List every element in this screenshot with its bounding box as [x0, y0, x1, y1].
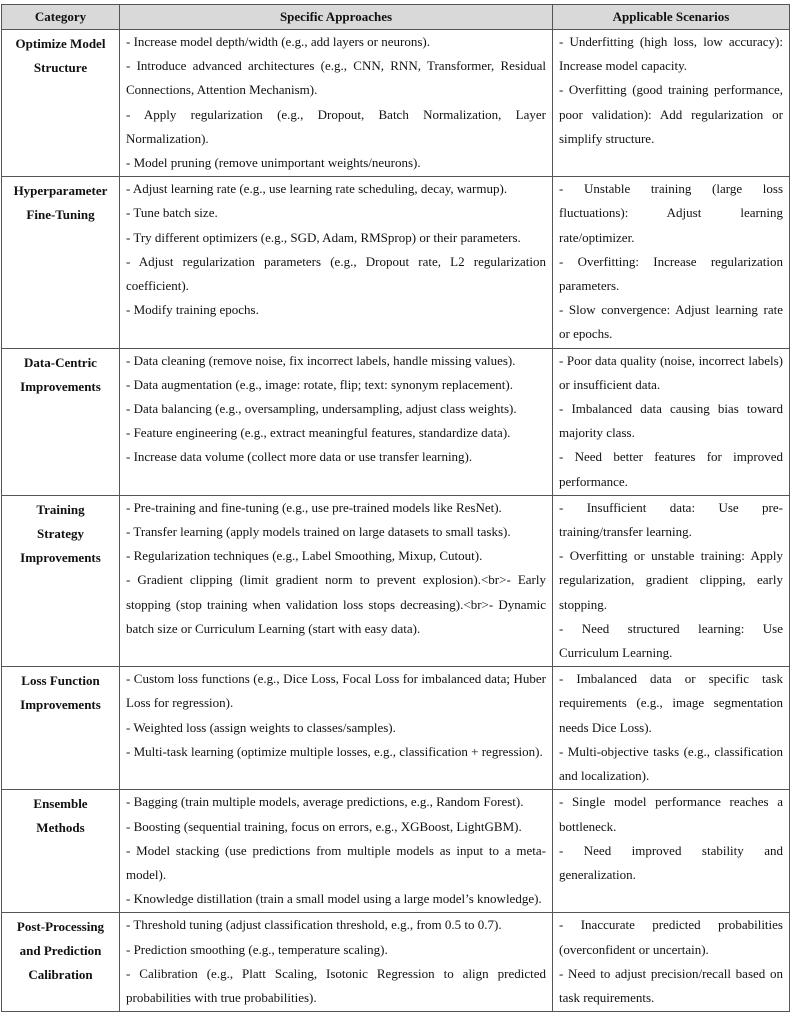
category-cell [2, 667, 120, 790]
category-cell [2, 495, 120, 666]
category-label-line: Training [36, 501, 85, 517]
category-label-line: Fine-Tuning [26, 207, 95, 223]
approach-item: - Data augmentation (e.g., image: rotate, flip; text: synonym replacement). [126, 376, 513, 392]
approach-item: - Introduce advanced architectures (e.g., CNN, RNN, Transformer, Residual Connections, Attention Mechanism). [126, 58, 546, 98]
scenarios-cell [553, 913, 790, 1012]
category-label-line: Calibration [28, 967, 93, 983]
scenario-item: - Need structured learning: Use Curriculum Learning. [559, 620, 783, 661]
category-label-line: Ensemble [33, 796, 88, 812]
scenario-item: - Slow convergence: Adjust learning rate or epochs. [559, 302, 783, 342]
category-cell [2, 177, 120, 348]
approach-item: - Adjust regularization parameters (e.g., Dropout rate, L2 regularization coefficient). [126, 253, 546, 294]
header-category: Category [2, 5, 120, 30]
approach-item: - Prediction smoothing (e.g., temperature scaling). [126, 941, 388, 957]
category-label-line: Data-Centric [24, 354, 97, 370]
approach-item: - Knowledge distillation (train a small model using a large model’s knowledge). [126, 891, 542, 907]
scenario-item: - Overfitting: Increase regularization parameters. [559, 253, 783, 294]
scenario-item: - Insufficient data: Use pre-training/transfer learning. [559, 499, 783, 540]
scenario-item: - Single model performance reaches a bottleneck. [559, 794, 783, 834]
header-approaches: Specific Approaches [120, 5, 553, 30]
approaches-cell [120, 348, 553, 495]
category-label-line: Optimize Model [15, 36, 106, 51]
approach-item: - Bagging (train multiple models, average predictions, e.g., Random Forest). [126, 794, 524, 810]
scenario-item: - Poor data quality (noise, incorrect labels) or insufficient data. [559, 352, 783, 392]
approaches-cell [120, 495, 553, 666]
approaches-cell [120, 667, 553, 790]
scenario-item: - Need improved stability and generalization. [559, 842, 783, 882]
table-row [2, 495, 790, 666]
approach-item: - Modify training epochs. [126, 302, 259, 318]
table-row [2, 667, 790, 790]
scenario-item: - Inaccurate predicted probabilities (overconfident or uncertain). [559, 917, 783, 957]
category-label-line: Methods [36, 820, 85, 836]
approach-item: - Data cleaning (remove noise, fix incorrect labels, handle missing values). [126, 352, 516, 368]
approach-item: - Apply regularization (e.g., Dropout, Batch Normalization, Layer Normalization). [126, 106, 546, 146]
scenarios-cell [553, 30, 790, 177]
approaches-cell [120, 30, 553, 177]
scenarios-cell [553, 348, 790, 495]
header-scenarios: Applicable Scenarios [553, 5, 790, 30]
approach-item: - Pre-training and fine-tuning (e.g., use pre-trained models like ResNet). [126, 499, 502, 515]
approach-item: - Increase data volume (collect more data or use transfer learning). [126, 449, 473, 465]
approach-item: - Custom loss functions (e.g., Dice Loss, Focal Loss for imbalanced data; Huber Loss for regression). [126, 671, 546, 711]
approaches-cell [120, 177, 553, 348]
category-cell [2, 913, 120, 1012]
header-row [2, 5, 790, 30]
scenarios-cell [553, 790, 790, 913]
approaches-cell [120, 790, 553, 913]
category-label-line: Loss Function [21, 673, 100, 689]
strategies-table [1, 4, 790, 1012]
approach-item: - Increase model depth/width (e.g., add layers or neurons). [126, 34, 430, 49]
category-label-line: Hyperparameter [13, 183, 108, 199]
category-label-line: and Prediction [19, 943, 102, 959]
category-cell [2, 348, 120, 495]
table-row [2, 913, 790, 1012]
category-cell [2, 30, 120, 177]
category-label-line: Structure [33, 60, 88, 75]
scenario-item: - Imbalanced data or specific task requirements (e.g., image segmentation needs Dice Loss). [559, 671, 783, 735]
approach-item: - Weighted loss (assign weights to classes/samples). [126, 719, 396, 735]
approach-item: - Gradient clipping (limit gradient norm to prevent explosion).<br>- Early stopping (stop training when validation loss stops decreasing).<br>- Dynamic batch size or Curriculum Learning (start with easy data). [126, 572, 546, 636]
approach-item: - Transfer learning (apply models trained on large datasets to small tasks). [126, 524, 511, 540]
scenarios-cell [553, 667, 790, 790]
scenario-item: - Need better features for improved performance. [559, 449, 783, 489]
category-label-line: Improvements [20, 378, 101, 394]
approach-item: - Data balancing (e.g., oversampling, undersampling, adjust class weights). [126, 401, 517, 417]
approach-item: - Try different optimizers (e.g., SGD, Adam, RMSprop) or their parameters. [126, 229, 521, 245]
approach-item: - Feature engineering (e.g., extract meaningful features, standardize data). [126, 425, 511, 441]
category-label-line: Improvements [20, 697, 101, 713]
scenario-item: - Need to adjust precision/recall based on task requirements. [559, 965, 783, 1005]
table-row [2, 177, 790, 348]
scenario-item: - Imbalanced data causing bias toward majority class. [559, 401, 783, 441]
table-row [2, 348, 790, 495]
approaches-cell [120, 913, 553, 1012]
scenario-item: - Multi-objective tasks (e.g., classification and localization). [559, 743, 783, 784]
category-cell [2, 790, 120, 913]
category-label-line: Strategy [37, 525, 84, 541]
table-row [2, 790, 790, 913]
scenario-item: - Overfitting or unstable training: Apply regularization, gradient clipping, early stopping. [559, 548, 783, 612]
approach-item: - Tune batch size. [126, 205, 218, 221]
table-row [2, 30, 790, 177]
scenario-item: - Unstable training (large loss fluctuations): Adjust learning rate/optimizer. [559, 181, 783, 245]
category-label-line: Post-Processing [16, 919, 105, 935]
approach-item: - Model stacking (use predictions from multiple models as input to a meta-model). [126, 842, 546, 882]
scenarios-cell [553, 177, 790, 348]
scenarios-cell [553, 495, 790, 666]
table-body [2, 30, 790, 1012]
approach-item: - Regularization techniques (e.g., Label Smoothing, Mixup, Cutout). [126, 548, 483, 564]
approach-item: - Multi-task learning (optimize multiple losses, e.g., classification + regression). [126, 743, 543, 759]
scenario-item: - Underfitting (high loss, low accuracy): Increase model capacity. [559, 34, 783, 74]
approach-item: - Calibration (e.g., Platt Scaling, Isotonic Regression to align predicted probabilities with true probabilities). [126, 965, 546, 1005]
scenario-item: - Overfitting (good training performance, poor validation): Add regularization or simplify structure. [559, 82, 783, 146]
approach-item: - Adjust learning rate (e.g., use learning rate scheduling, decay, warmup). [126, 181, 508, 197]
approach-item: - Threshold tuning (adjust classification threshold, e.g., from 0.5 to 0.7). [126, 917, 502, 933]
category-label-line: Improvements [20, 549, 101, 565]
approach-item: - Model pruning (remove unimportant weights/neurons). [126, 155, 421, 171]
approach-item: - Boosting (sequential training, focus on errors, e.g., XGBoost, LightGBM). [126, 818, 522, 834]
